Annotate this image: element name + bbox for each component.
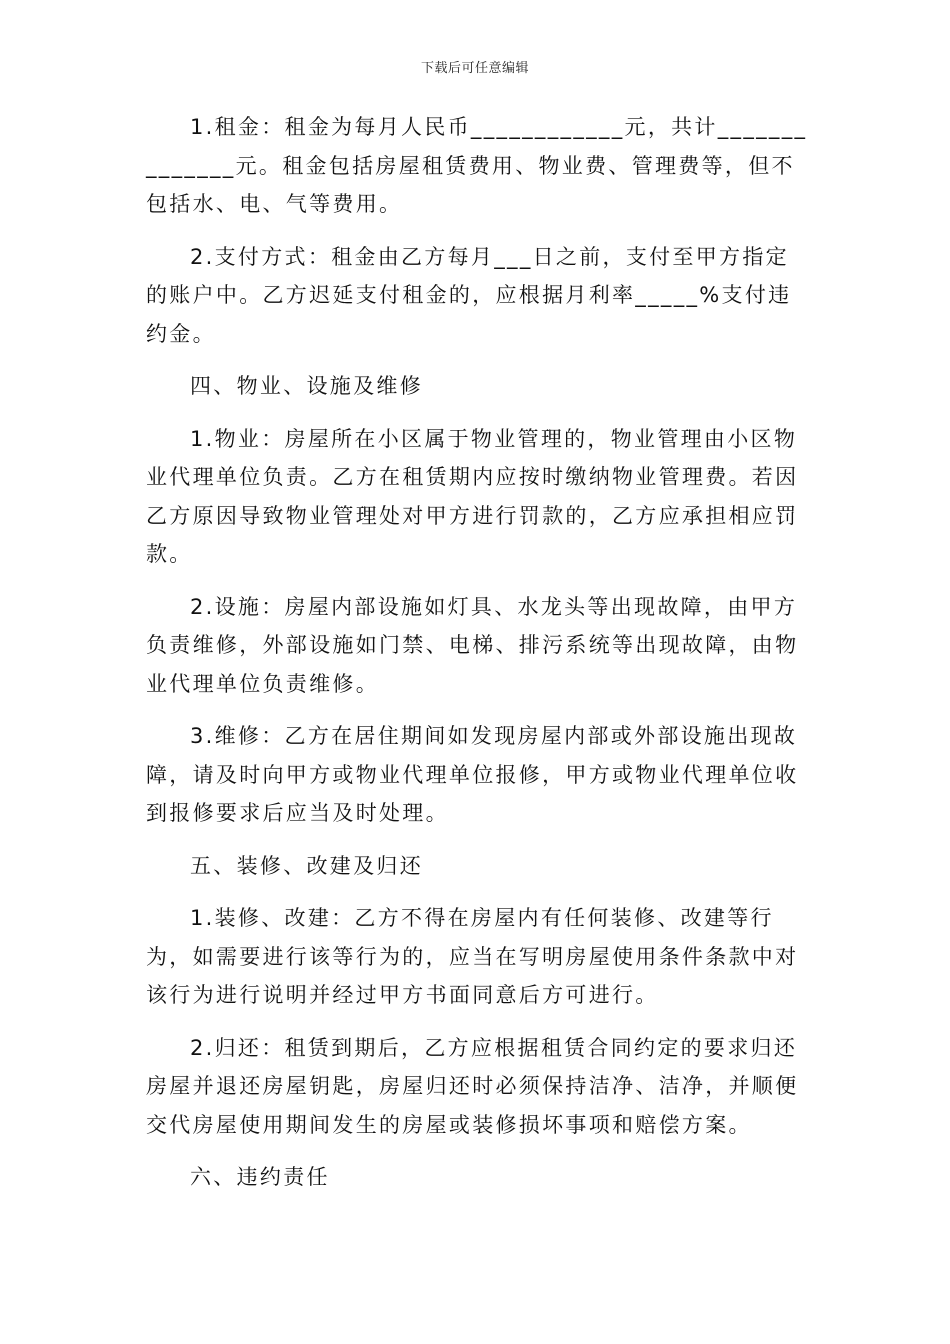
clause-property: 1.物业：房屋所在小区属于物业管理的，物业管理由小区物业代理单位负责。乙方在租赁期内应按时缴纳物业管理费。若因乙方原因导致物业管理处对甲方进行罚款的，乙方应承担相应罚款。 (146, 426, 799, 566)
document-body (146, 108, 811, 1211)
page-header: 下载后可任意编辑 (420, 61, 529, 76)
section-heading-breach-liability: 六、违约责任 (190, 1165, 330, 1189)
clause-rent: 1.租金：租金为每月人民币____________元，共计______________元。租金包括房屋租赁费用、物业费、管理费等，但不包括水、电、气等费用。 (146, 115, 808, 216)
clause-renovation: 1.装修、改建：乙方不得在房屋内有任何装修、改建等行为，如需要进行该等行为的，应当在写明房屋使用条件条款中对该行为进行说明并经过甲方书面同意后方可进行。 (146, 906, 799, 1007)
section-heading-renovation-return: 五、装修、改建及归还 (190, 853, 423, 878)
section-heading-property-facilities: 四、物业、设施及维修 (190, 374, 423, 398)
clause-payment-method: 2.支付方式：租金由乙方每月___日之前，支付至甲方指定的账户中。乙方迟延支付租金的，应根据月利率_____%支付违约金。 (146, 244, 792, 346)
clause-return: 2.归还：租赁到期后，乙方应根据租赁合同约定的要求归还房屋并退还房屋钥匙，房屋归还时必须保持洁净、洁净，并顺便交代房屋使用期间发生的房屋或装修损坏事项和赔偿方案。 (146, 1035, 799, 1137)
clause-repair: 3.维修：乙方在居住期间如发现房屋内部或外部设施出现故障，请及时向甲方或物业代理单位报修，甲方或物业代理单位收到报修要求后应当及时处理。 (146, 724, 799, 825)
clause-facilities: 2.设施：房屋内部设施如灯具、水龙头等出现故障，由甲方负责维修，外部设施如门禁、电梯、排污系统等出现故障，由物业代理单位负责维修。 (146, 594, 799, 696)
